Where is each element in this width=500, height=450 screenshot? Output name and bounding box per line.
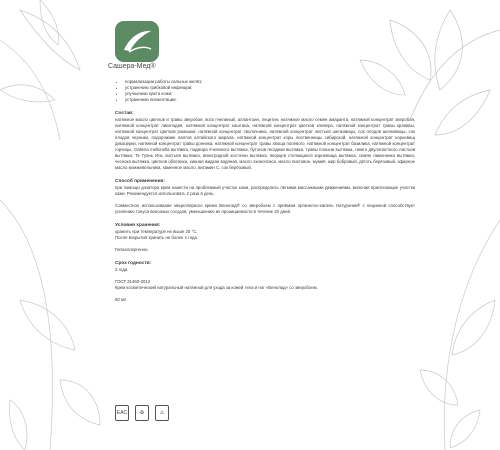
warning-icon: ⚠ — [155, 405, 169, 421]
certification-marks — [115, 405, 169, 421]
list-item: • улучшению цвета кожи; — [125, 91, 415, 97]
leaf-swoosh-icon — [115, 21, 159, 62]
hypoallergenic-text: Гипоаллергенно. — [115, 247, 149, 252]
storage-heading: Условия хранения: — [115, 223, 161, 228]
storage-line: хранить при температуре не выше 25 °С. — [115, 229, 198, 234]
product-text — [115, 76, 415, 303]
storage-line: После вскрытия хранить не более 1 года. — [115, 235, 199, 240]
recycle-icon: ♻ — [135, 405, 149, 421]
brand-name: Сашера-Мед® — [108, 63, 156, 70]
gost-description: Крем косметический натуральный натяжной для ухода за кожей тела и ног «Венолад» со зверобоем. — [115, 285, 318, 290]
floral-decoration-left — [0, 180, 110, 450]
combined-use-text: Совместное использование мицеллярного крема Венолад® со зверобоем с приёмом органелло-капель Натуроник® с пецинной способствует усилению тонуса венозных сосудов, уменьшению их проницаемости в течение 20 дней. — [115, 203, 415, 214]
eac-mark-icon: EAC — [115, 405, 129, 421]
benefits-list — [115, 79, 415, 103]
composition-heading: Состав: — [115, 111, 134, 116]
volume-text: 50 мл — [115, 297, 127, 302]
floral-decoration-right — [400, 220, 500, 450]
shelf-life-text: 2 года. — [115, 267, 129, 272]
composition-text: натяжное масло цветков и травы зверобоя, воск пчелиный, аллантоин, лецитин, натяжное масло семян амаранта, натяжной концентрат зверобоя, натяжной концентрат ликоподия, натяжной концентрат каштана, натяжной концентрат цветков клевера, натяжной концентрат травы крапивы, натяжной концентрат цветков ромашки, натяжной концентрат сволочника, натяжной концентрат листьев шелковицы, сок плодов шелковицы, сок плодов черники, подорожник лантов алтайского марала, натяжной концентрат коры лиственницы сибирской, натяжной концентрат корневищ дикоцерки, натяжной концентрат травы донника, натяжной концентрат травы хвоща полевого, натяжной концентрат базилика, натяжной концентрат горчицы, Galleria mellonella вытяжка, подмора пчелиного вытяжка, бутонов гвоздики вытяжка, травы полыни вытяжка, гинкго двулопастного листьев вытяжка, Те Гуань Инь листьев вытяжка, виноградной косточки вытяжка, якорцев стелющихся корневища вытяжка, семян лимонника вытяжка, чеснока вытяжка, цветков облепихи, хинная жидкая водяная, масло эхинопсиса, масло пихтовое, мумиё, жир бобровый, дёготь берёзовый, эфирное масло можжевельника, каменное масло, витамин С, сок берёзовый. — [115, 117, 415, 170]
brand-logo — [115, 21, 159, 62]
list-item: • устранению грибковой инфекции; — [125, 85, 415, 91]
application-text: при помощи дозатора крем нанести на проблемный участок кожи, распределить лёгкими массажными движениями, включая прилегающие участки кожи. Рекомендуется использовать 2 раза в день. — [115, 185, 415, 196]
gost-code: ГОСТ 31460-2012 — [115, 279, 151, 284]
shelf-life-heading: Срок годности: — [115, 261, 152, 266]
list-item: • устранению пигментации. — [125, 97, 415, 103]
list-item: • нормализации работы сальных желёз; — [125, 79, 415, 85]
application-heading: Способ применения: — [115, 179, 165, 184]
